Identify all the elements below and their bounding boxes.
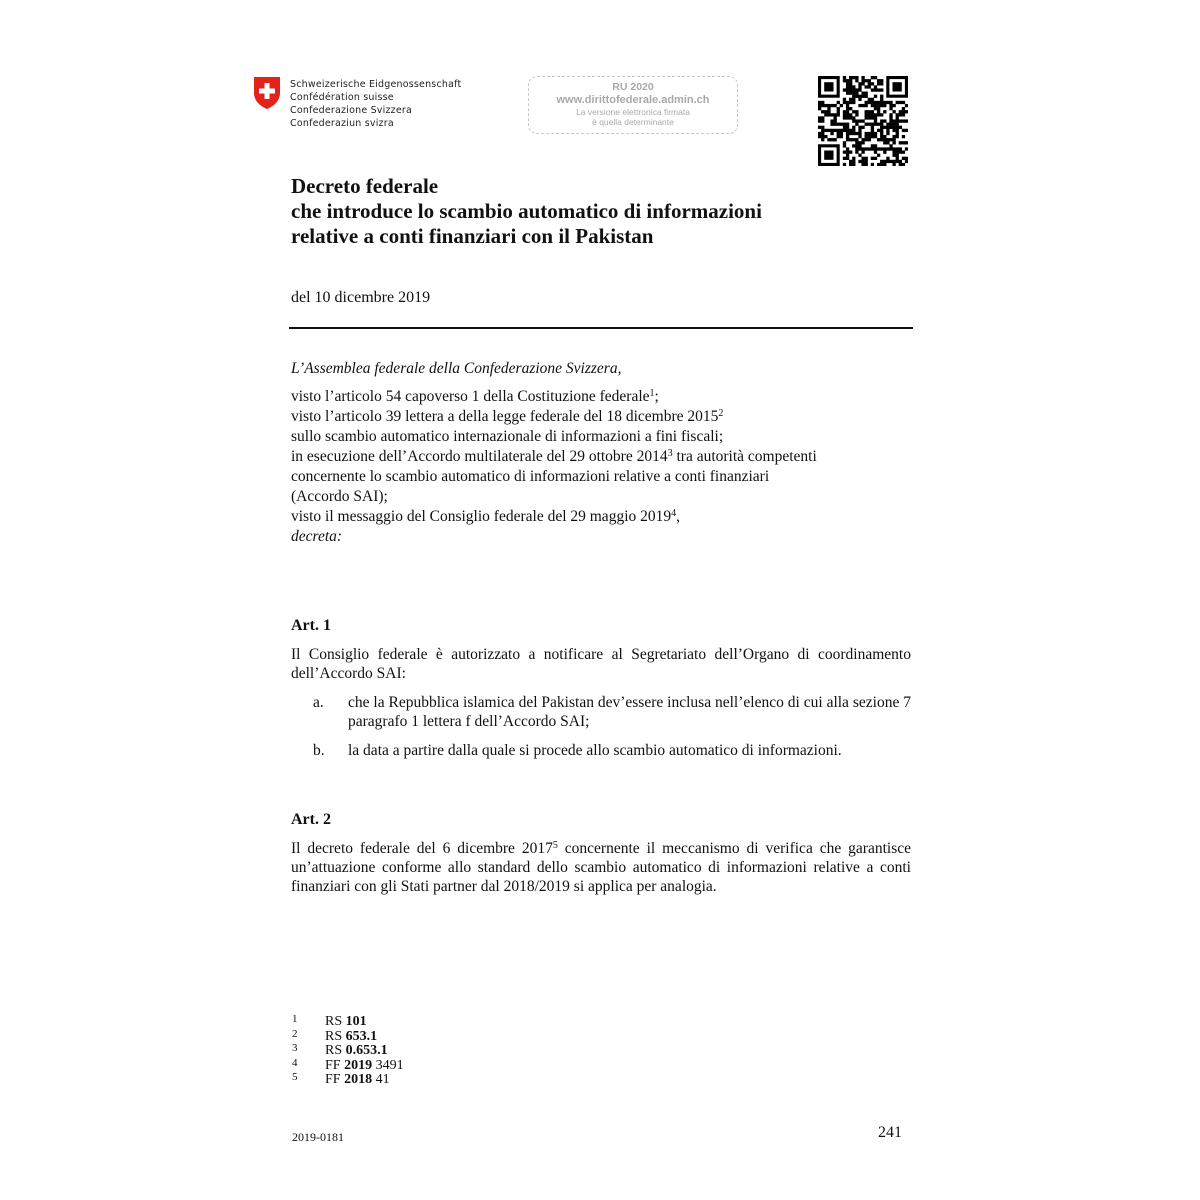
footnote-ref-2[interactable]: 2: [718, 408, 724, 419]
confederation-names: [290, 78, 461, 130]
confederation-name-rm: Confederaziun svizra: [290, 118, 394, 129]
article-1: [291, 616, 911, 760]
preamble-line-2: visto l’articolo 39 lettera a della legge federale del 18 dicembre 2015$^2$: [291, 408, 724, 425]
document-title: [291, 174, 911, 249]
article-1-title: Art. 1: [291, 617, 331, 634]
item-label: b.: [313, 742, 325, 759]
footnote-ref-3[interactable]: 3: [667, 448, 673, 459]
official-publication-stamp: [528, 76, 738, 134]
footnote-ref-4[interactable]: 4: [671, 508, 677, 519]
stamp-note-1: La versione elettronica firmata: [576, 107, 690, 117]
stamp-note-2: è quella determinante: [592, 117, 674, 127]
item-label: a.: [313, 694, 324, 711]
document-date: del 10 dicembre 2019: [291, 289, 431, 306]
page-number: 241: [878, 1124, 902, 1141]
footnote-ref-1[interactable]: 1: [649, 388, 655, 399]
confederation-name-it: Confederazione Svizzera: [290, 105, 413, 116]
article-2-text: Il decreto federale del 6 dicembre 2017$^5$ concernente il meccanismo di verifica che garantisce un’attuazione conforme allo standard dello scambio automatico di informazioni relative a conti finanziari con gli Stati partner dal 2018/2019 si applica per analogia.: [291, 840, 912, 895]
preamble-line-4: in esecuzione dell’Accordo multilaterale del 29 ottobre 2014$^3$ tra autorità competenti: [291, 448, 817, 465]
stamp-collection: RU 2020: [612, 81, 654, 93]
confederation-name-de: Schweizerische Eidgenossenschaft: [290, 79, 462, 90]
document-number: 2019-0181: [292, 1130, 344, 1144]
qr-code-icon: [818, 76, 908, 166]
footnote-ref-5[interactable]: 5: [552, 840, 558, 851]
item-text: la data a partire dalla quale si procede allo scambio automatico di informazioni.: [348, 742, 842, 759]
stamp-website[interactable]: www.dirittofederale.admin.ch: [556, 94, 710, 106]
preamble-decree: decreta:: [291, 528, 343, 545]
preamble-line-3: sullo scambio automatico internazionale di informazioni a fini fiscali;: [291, 428, 724, 445]
preamble-line-6: (Accordo SAI);: [291, 488, 388, 505]
title-line-3: relative a conti finanziari con il Pakistan: [291, 224, 654, 248]
title-line-1: Decreto federale: [291, 174, 439, 198]
preamble-authority: L’Assemblea federale della Confederazione Svizzera,: [291, 360, 622, 377]
article-1-intro: Il Consiglio federale è autorizzato a notificare al Segretariato dell’Organo di coordinamento dell’Accordo SAI:: [291, 646, 911, 682]
document-header: [250, 76, 910, 166]
swiss-crest-icon: [253, 76, 281, 110]
article-2-title: Art. 2: [291, 811, 331, 828]
preamble-line-1: visto l’articolo 54 capoverso 1 della Costituzione federale$^1$;: [291, 388, 659, 405]
confederation-name-fr: Confédération suisse: [290, 92, 394, 103]
title-divider: [289, 327, 913, 329]
title-line-2: che introduce lo scambio automatico di informazioni: [291, 199, 762, 223]
article-1-item-a: [291, 693, 911, 731]
preamble-line-7: visto il messaggio del Consiglio federale del 29 maggio 2019$^4$,: [291, 508, 680, 525]
preamble: [291, 359, 913, 547]
item-text: che la Repubblica islamica del Pakistan dev’essere inclusa nell’elenco di cui alla sezione 7 paragrafo 1 lettera f dell’Accordo SAI;: [348, 694, 911, 730]
preamble-line-5: concernente lo scambio automatico di informazioni relative a conti finanziari: [291, 468, 770, 485]
article-2: [291, 810, 911, 896]
article-1-item-b: [291, 741, 911, 760]
